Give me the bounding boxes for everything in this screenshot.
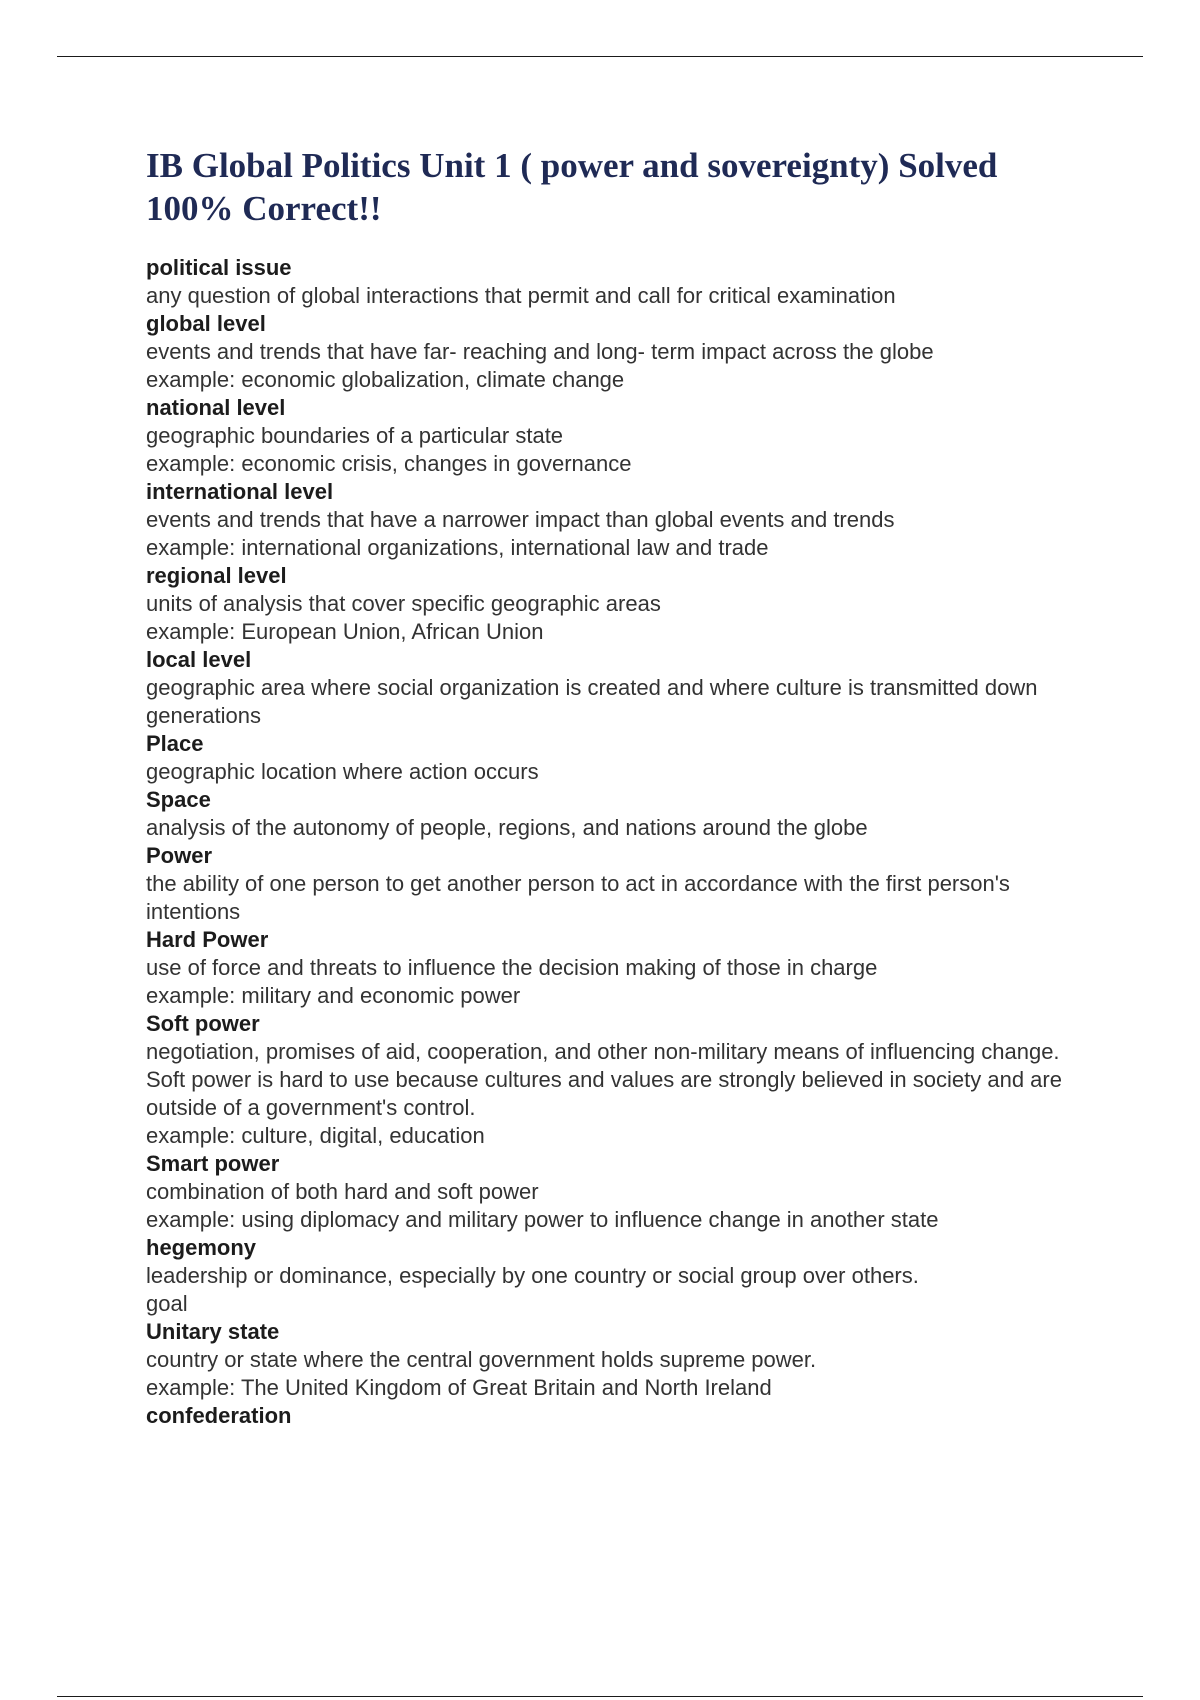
- definition: analysis of the autonomy of people, regions, and nations around the globe: [146, 815, 868, 840]
- example: example: economic crisis, changes in governance: [146, 451, 632, 476]
- term: national level: [146, 395, 286, 420]
- example: example: using diplomacy and military power to influence change in another state: [146, 1207, 939, 1232]
- term: Soft power: [146, 1011, 260, 1036]
- term: Unitary state: [146, 1319, 280, 1344]
- term: hegemony: [146, 1235, 257, 1260]
- example: example: military and economic power: [146, 983, 521, 1008]
- entry-hard-power: [146, 926, 1086, 1010]
- definition: geographic location where action occurs: [146, 759, 539, 784]
- term: political issue: [146, 255, 292, 280]
- entry-confederation: [146, 1402, 1086, 1430]
- definition: events and trends that have a narrower impact than global events and trends: [146, 507, 895, 532]
- term: regional level: [146, 563, 287, 588]
- term: global level: [146, 311, 266, 336]
- entry-smart-power: [146, 1150, 1086, 1234]
- definition: geographic boundaries of a particular state: [146, 423, 564, 448]
- term: Space: [146, 787, 211, 812]
- definition: use of force and threats to influence the decision making of those in charge: [146, 955, 878, 980]
- entry-national-level: [146, 394, 1086, 478]
- entry-political-issue: [146, 254, 1086, 310]
- note: goal: [146, 1291, 188, 1316]
- example: example: international organizations, international law and trade: [146, 535, 769, 560]
- definition: geographic area where social organization is created and where culture is transmitted down generations: [146, 675, 1038, 728]
- term: local level: [146, 647, 252, 672]
- definition: events and trends that have far- reaching and long- term impact across the globe: [146, 339, 934, 364]
- header-rule: [57, 56, 1143, 57]
- document-title: IB Global Politics Unit 1 ( power and sovereignty) Solved 100% Correct!!: [146, 146, 998, 228]
- example: example: European Union, African Union: [146, 619, 544, 644]
- definition: country or state where the central government holds supreme power.: [146, 1347, 817, 1372]
- definition: the ability of one person to get another person to act in accordance with the first person's intentions: [146, 871, 1010, 924]
- entry-space: [146, 786, 1086, 842]
- entry-local-level: [146, 646, 1086, 730]
- entry-soft-power: [146, 1010, 1086, 1150]
- footer-rule: [57, 1696, 1143, 1697]
- term: Smart power: [146, 1151, 280, 1176]
- entry-regional-level: [146, 562, 1086, 646]
- term-list: [146, 254, 1086, 1430]
- entry-hegemony: [146, 1234, 1086, 1318]
- example: example: economic globalization, climate change: [146, 367, 625, 392]
- entry-global-level: [146, 310, 1086, 394]
- definition: negotiation, promises of aid, cooperation, and other non-military means of influencing change. Soft power is hard to use because cultures and values are strongly believed in society and are outside of a government's control.: [146, 1039, 1062, 1120]
- term: Hard Power: [146, 927, 269, 952]
- term: confederation: [146, 1403, 292, 1428]
- term: Power: [146, 843, 213, 868]
- entry-international-level: [146, 478, 1086, 562]
- definition: units of analysis that cover specific geographic areas: [146, 591, 661, 616]
- term: Place: [146, 731, 204, 756]
- entry-power: [146, 842, 1086, 926]
- definition: any question of global interactions that permit and call for critical examination: [146, 283, 896, 308]
- definition: leadership or dominance, especially by one country or social group over others.: [146, 1263, 919, 1288]
- term: international level: [146, 479, 334, 504]
- entry-unitary-state: [146, 1318, 1086, 1402]
- entry-place: [146, 730, 1086, 786]
- document-body: [146, 144, 1086, 1430]
- example: example: The United Kingdom of Great Britain and North Ireland: [146, 1375, 772, 1400]
- example: example: culture, digital, education: [146, 1123, 485, 1148]
- definition: combination of both hard and soft power: [146, 1179, 539, 1204]
